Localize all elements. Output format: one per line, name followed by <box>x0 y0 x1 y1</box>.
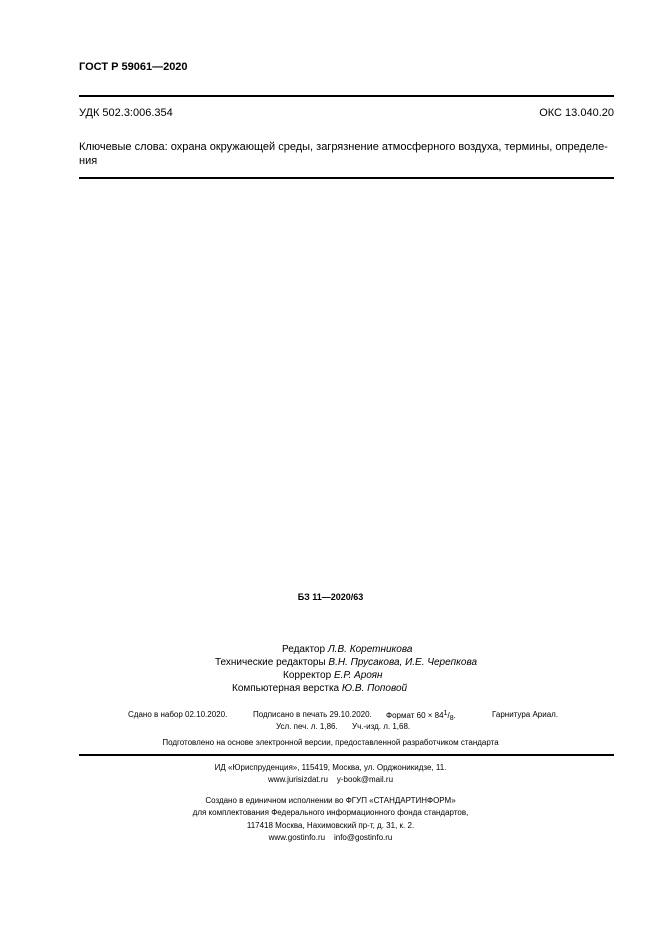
corrector-line <box>283 669 382 682</box>
publisher-line-2: www.jurisizdat.ru y-book@mail.ru <box>267 775 394 784</box>
publisher-line-1: ИД «Юриспруденция», 115419, Москва, ул. Орджоникидзе, 11. <box>214 763 447 772</box>
oks-code: ОКС 13.040.20 <box>539 107 614 119</box>
creator-block <box>0 795 661 819</box>
layout-name: Ю.В. Поповой <box>341 683 408 694</box>
corrector-name: Е.Р. Ароян <box>333 670 383 681</box>
keywords-line-1: Ключевые слова: охрана окружающей среды, загрязнение атмосферного воздуха, термины, определе- <box>79 141 608 153</box>
tech-editors-line <box>215 656 477 669</box>
editor-role: Редактор <box>282 644 326 655</box>
address-line: 117418 Москва, Нахимовский пр-т, д. 31, к. 2. <box>246 821 415 830</box>
signed-for-print: Подписано в печать 29.10.2020. <box>253 710 372 719</box>
print-format: Формат $60 \times 84^1/_8$. <box>386 710 456 722</box>
web-contacts-line: www.gostinfo.ru info@gostinfo.ru <box>268 833 393 842</box>
keywords-line-2: ния <box>79 155 98 167</box>
usl-pech-l: Усл. печ. л. 1,86. <box>276 722 338 731</box>
tech-editors-role: Технические редакторы <box>215 657 326 668</box>
header-rule <box>79 95 614 97</box>
publisher-block <box>0 762 661 786</box>
uch-izd-l: Уч.-изд. л. 1,68. <box>352 722 411 731</box>
udk-code: УДК 502.3:006.354 <box>79 107 173 119</box>
typeface: Гарнитура Ариал. <box>492 710 559 719</box>
keywords-block <box>79 140 614 168</box>
prepared-note: Подготовлено на основе электронной версии, предоставленной разработчиком стандарта <box>162 738 499 747</box>
creator-line-2: для комплектования Федерального информационного фонда стандартов, <box>192 808 469 817</box>
standardinform-address <box>0 820 661 844</box>
bz-number: БЗ 11—2020/63 <box>297 592 364 602</box>
tech-editors-names: В.Н. Прусакова, И.Е. Черепкова <box>328 657 478 668</box>
creator-line-1: Создано в единичном исполнении во ФГУП «СТАНДАРТИНФОРМ» <box>205 796 456 805</box>
editor-name: Л.В. Коретникова <box>327 644 413 655</box>
layout-line <box>232 682 407 695</box>
sent-to-set: Сдано в набор 02.10.2020. <box>128 710 228 719</box>
keywords-rule <box>79 177 614 179</box>
standard-number: ГОСТ Р 59061—2020 <box>79 61 188 73</box>
corrector-role: Корректор <box>283 670 332 681</box>
publisher-rule <box>79 754 614 756</box>
layout-role: Компьютерная верстка <box>232 683 340 694</box>
editor-line <box>282 643 412 656</box>
